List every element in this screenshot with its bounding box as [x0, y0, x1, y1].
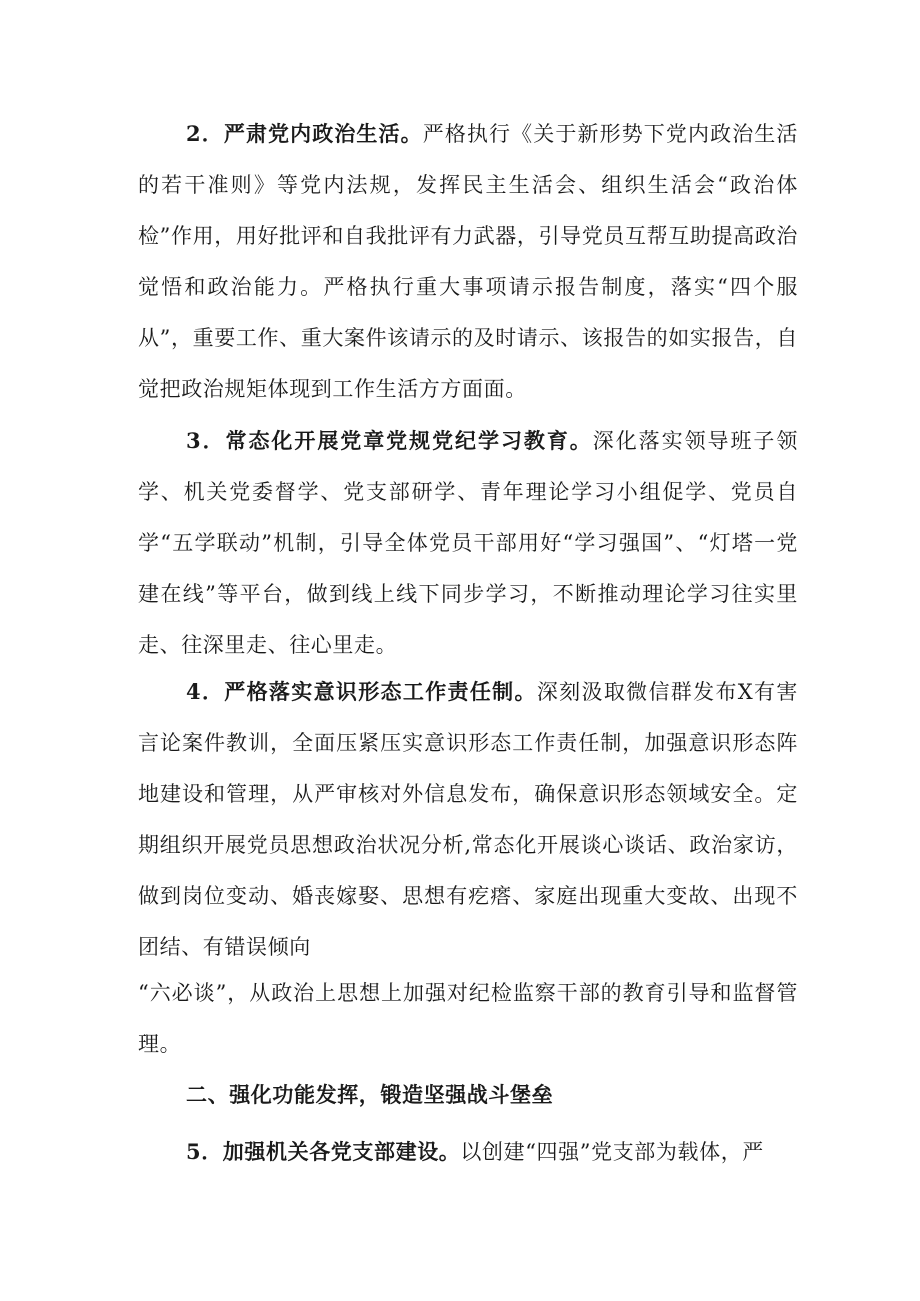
paragraph-4-continuation-body: “六必谈”，从政治上思想上加强对纪检监察干部的教育引导和监督管理。: [138, 981, 798, 1056]
paragraph-5-body: 以创建“四强”党支部为载体，严: [460, 1140, 764, 1164]
paragraph-2: [138, 108, 798, 415]
paragraph-4: [138, 666, 798, 973]
section-heading: 二、强化功能发挥，锻造坚强战斗堡垒: [186, 1082, 554, 1107]
paragraph-3-body: 深化落实领导班子领学、机关党委督学、党支部研学、青年理论学习小组促学、党员自学“五学联动”机制，引导全体党员干部用好“学习强国”、“灯塔一党建在线”等平台，做到线上线下同步学习，不断推动理论学习往实里走、往深里走、往心里走。: [138, 429, 798, 657]
paragraph-2-body: 严格执行《关于新形势下党内政治生活的若干准则》等党内法规，发挥民主生活会、组织生活会“政治体检”作用，用好批评和自我批评有力武器，引导党员互帮互助提高政治觉悟和政治能力。严格执行重大事项请示报告制度，落实“四个服从”，重要工作、重大案件该请示的及时请示、该报告的如实报告，自觉把政治规矩体现到工作生活方方面面。: [138, 122, 798, 401]
paragraph-4-continuation: [138, 968, 798, 1070]
paragraph-2-lead: 2．严肃党内政治生活。: [186, 121, 423, 146]
paragraph-5-lead: 5．加强机关各党支部建设。: [186, 1139, 461, 1164]
paragraph-3: [138, 415, 798, 671]
paragraph-5: [138, 1126, 798, 1178]
paragraph-3-lead: 3．常态化开展党章党规党纪学习教育。: [186, 428, 593, 453]
paragraph-4-lead: 4．严格落实意识形态工作责任制。: [186, 679, 537, 704]
paragraph-4-body: 深刻汲取微信群发布X有害言论案件教训，全面压紧压实意识形态工作责任制，加强意识形态阵地建设和管理，从严审核对外信息发布，确保意识形态领域安全。定期组织开展党员思想政治状况分析,常态化开展谈心谈话、政治家访，做到岗位变动、婚丧嫁娶、思想有疙瘩、家庭出现重大变故、出现不团结、有错误倾向: [138, 680, 798, 959]
